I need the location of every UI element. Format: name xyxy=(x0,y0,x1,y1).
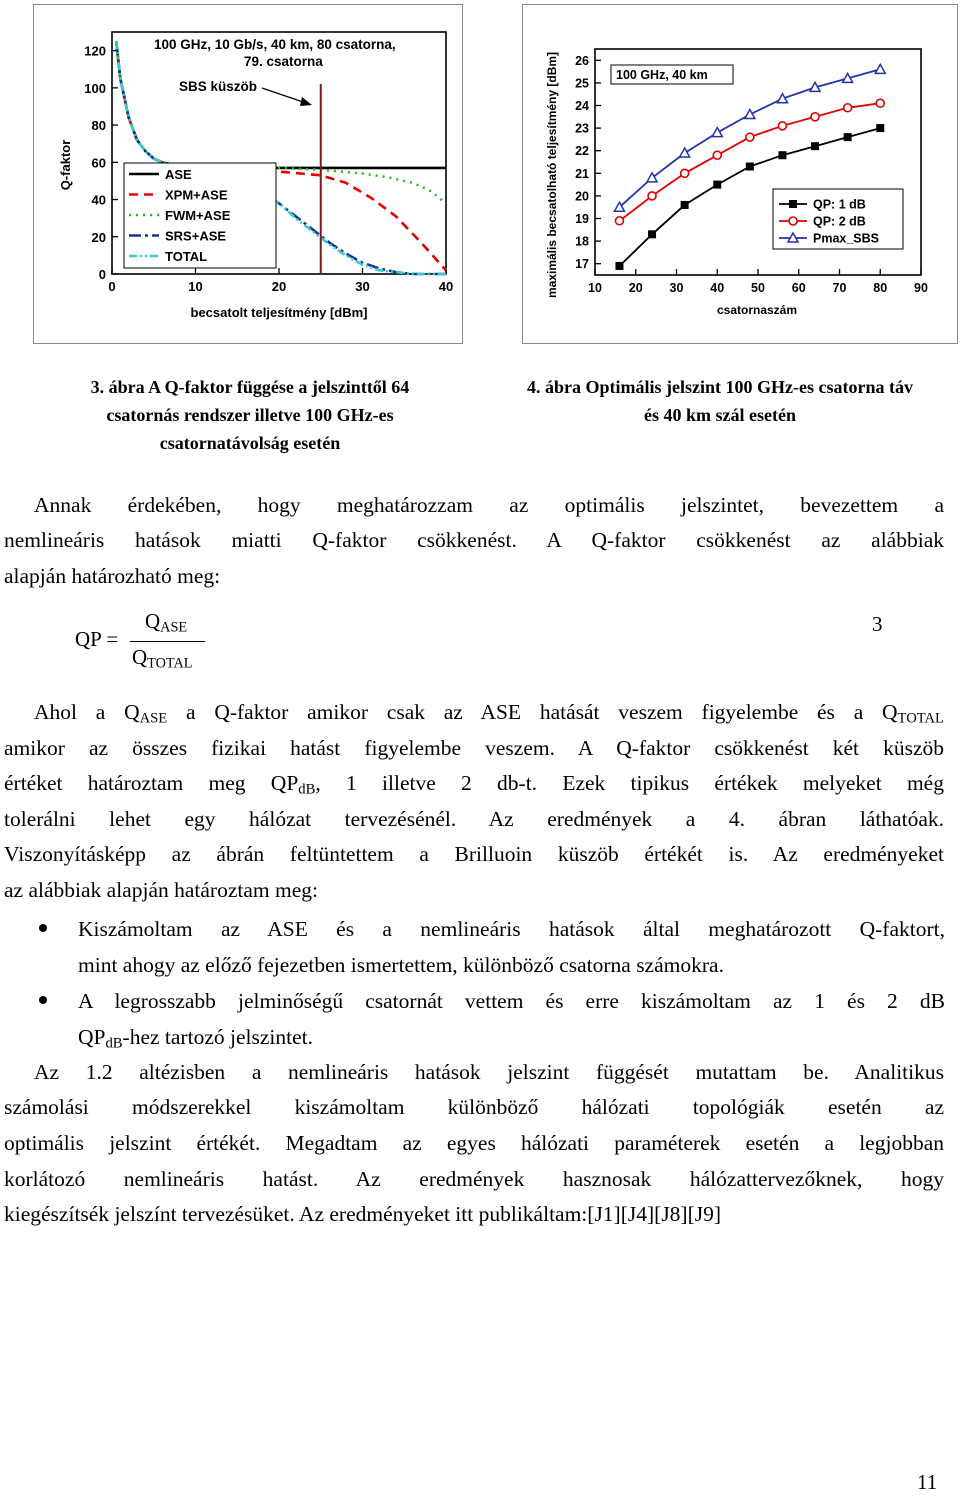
f3-x-tick-label: 0 xyxy=(108,279,116,294)
f4-y-tick-label: 24 xyxy=(575,99,589,113)
f4-legend-marker xyxy=(790,201,797,208)
f3-sbs-arrowhead xyxy=(300,97,312,106)
f3-y-tick-label: 80 xyxy=(91,118,106,134)
f3-y-tick-label: 120 xyxy=(84,43,106,59)
text-line: kiegészítsék jelszínt tervezésüket. Az eredményeket itt publikáltam:[J1][J4][J8][J9] xyxy=(4,1202,722,1226)
f4-point-qp-1-db xyxy=(812,143,819,150)
text-line: értéket határoztam meg $QP_{dB}$, 1 illetve 2 db-t. Ezek tipikus értékek melyeket még xyxy=(4,771,944,798)
f4-xlabel: csatornaszám xyxy=(716,303,798,317)
page-number: 11 xyxy=(917,1470,938,1494)
text-line: alapján határozható meg: xyxy=(4,564,221,588)
figure-3-caption xyxy=(40,373,460,457)
f3-y-tick-label: 20 xyxy=(91,229,106,245)
f4-x-tick-label: 50 xyxy=(751,281,765,295)
bullet-icon xyxy=(39,924,47,932)
f4-y-tick-label: 21 xyxy=(575,166,589,181)
text-line: Ahol a $Q_{ASE}$ a Q-faktor amikor csak az ASE hatását veszem figyelembe és a $Q_{TOTAL}$ xyxy=(34,700,944,727)
f4-point-qp-2-db xyxy=(746,133,754,141)
text-line: számolási módszerekkel kiszámoltam különböző hálózati topológiák esetén az xyxy=(4,1095,944,1119)
f3-y-tick-label: 60 xyxy=(91,155,106,171)
f3-sbs-arrow xyxy=(262,88,306,103)
text-line: Annak érdekében, hogy meghatározzam az optimális jelszintet, bevezettem a xyxy=(34,493,944,517)
f4-legend-label: QP: 2 dB xyxy=(813,214,866,229)
f4-x-tick-label: 20 xyxy=(628,281,643,295)
f4-point-pmax-sbs xyxy=(745,110,755,119)
f4-point-qp-1-db xyxy=(746,163,753,170)
f4-legend-label: QP: 1 dB xyxy=(813,197,866,212)
f4-point-qp-1-db xyxy=(779,152,786,159)
text-line: amikor az összes fizikai hatást figyelembe veszem. A Q-faktor csökkenést két küszöb xyxy=(4,736,944,760)
f3-annotation: SBS küszöb xyxy=(179,79,258,94)
text-line: Viszonyításképp az ábrán feltüntettem a Brilluoin küszöb értékét is. Az eredményeket xyxy=(4,842,944,866)
f4-x-tick-label: 40 xyxy=(710,281,725,295)
text-line: tolerálni lehet egy hálózat tervezésénél. Az eredmények a 4. ábran láthatóak. xyxy=(4,807,944,831)
f4-point-qp-1-db xyxy=(681,201,688,208)
figure-4-caption-line: 4. ábra Optimális jelszint 100 GHz-es csatorna táv xyxy=(527,377,913,397)
f4-point-qp-1-db xyxy=(649,231,656,238)
text-line: Az 1.2 altézisben a nemlineáris hatások jelszint függését mutattam be. Analitikus xyxy=(34,1060,944,1084)
f3-xlabel: becsatolt teljesítmény [dBm] xyxy=(190,305,368,320)
f4-y-tick-label: 23 xyxy=(575,121,589,136)
text-line: $QP_{dB}$-hez tartozó jelszintet. xyxy=(78,1025,313,1052)
f4-title: 100 GHz, 40 km xyxy=(616,68,708,82)
f4-y-tick-label: 26 xyxy=(575,53,589,68)
figure-4-caption xyxy=(490,373,950,429)
f4-legend-label: Pmax_SBS xyxy=(813,231,880,246)
f3-title-line2: 79. csatorna xyxy=(244,54,323,69)
text-line: az alábbiak alapján határoztam meg: xyxy=(4,878,318,902)
figure-3-caption-line: csatornatávolság esetén xyxy=(159,433,341,453)
text-line: korlátozó nemlineáris hatást. Az eredmények hasznosak hálózattervezőknek, hogy xyxy=(4,1167,944,1191)
f4-ylabel: maximális becsatolható teljesítmény [dBm] xyxy=(545,51,559,299)
f4-point-qp-1-db xyxy=(877,125,884,132)
f4-x-tick-label: 30 xyxy=(669,281,684,295)
figure-3-chart xyxy=(34,5,462,343)
f3-legend xyxy=(124,163,276,268)
f3-y-tick-label: 100 xyxy=(84,80,106,96)
f4-point-qp-2-db xyxy=(713,151,721,159)
f3-y-tick-label: 40 xyxy=(91,192,106,208)
f4-y-tick-label: 20 xyxy=(575,189,589,204)
f3-y-tick-label: 0 xyxy=(98,267,106,282)
f3-legend-label: TOTAL xyxy=(165,249,208,264)
f4-point-pmax-sbs xyxy=(875,64,885,73)
f4-point-pmax-sbs xyxy=(712,128,722,137)
f4-x-tick-label: 90 xyxy=(914,281,928,295)
f3-legend-label: FWM+ASE xyxy=(165,208,231,223)
f4-point-qp-2-db xyxy=(681,169,689,177)
f3-title-line1: 100 GHz, 10 Gb/s, 40 km, 80 csatorna, xyxy=(154,37,396,52)
f3-x-tick-label: 20 xyxy=(271,279,287,294)
f4-point-qp-1-db xyxy=(616,262,623,269)
f4-y-tick-label: 19 xyxy=(575,212,589,226)
f3-legend-label: XPM+ASE xyxy=(165,187,228,203)
f3-x-tick-label: 40 xyxy=(438,279,454,294)
f4-x-tick-label: 70 xyxy=(832,281,847,295)
f4-legend xyxy=(773,189,903,249)
text-line: Kiszámoltam az ASE és a nemlineáris hatások által meghatározott Q-faktort, xyxy=(78,917,945,941)
f4-point-qp-1-db xyxy=(844,134,851,141)
eq-numerator: $Q_{ASE}$ xyxy=(145,609,188,636)
figure-3 xyxy=(33,4,463,344)
eq-lhs: QP = xyxy=(75,627,119,651)
f4-x-tick-label: 80 xyxy=(873,281,888,295)
f4-x-tick-label: 60 xyxy=(791,281,806,295)
f4-y-tick-label: 22 xyxy=(575,144,589,159)
figure-4-caption-line: és 40 km szál esetén xyxy=(644,405,796,425)
f3-x-tick-label: 10 xyxy=(188,279,203,294)
f3-legend-label: ASE xyxy=(165,167,192,182)
f4-x-tick-label: 10 xyxy=(588,281,602,295)
f4-y-tick-label: 25 xyxy=(575,76,589,91)
f4-point-qp-1-db xyxy=(714,181,721,188)
f3-ylabel: Q-faktor xyxy=(58,139,73,191)
bullet-icon xyxy=(39,996,47,1004)
f4-legend-marker xyxy=(789,217,797,225)
f4-point-pmax-sbs xyxy=(680,148,690,157)
text-line: nemlineáris hatások miatti Q-faktor csökkenést. A Q-faktor csökkenést az alábbiak xyxy=(4,528,944,552)
figure-3-caption-line: csatornás rendszer illetve 100 GHz-es xyxy=(106,405,394,425)
text-line: A legrosszabb jelminőségű csatornát vettem és erre kiszámoltam az 1 és 2 dB xyxy=(78,989,945,1013)
f4-point-qp-2-db xyxy=(844,104,852,112)
f3-legend-label: SRS+ASE xyxy=(165,228,227,244)
eq-fraction-bar xyxy=(130,641,205,642)
f4-y-tick-label: 17 xyxy=(575,257,589,272)
f4-point-qp-2-db xyxy=(876,99,884,107)
figure-3-caption-line: 3. ábra A Q-faktor függése a jelszinttől 64 xyxy=(90,377,410,397)
f4-point-qp-2-db xyxy=(648,192,656,200)
equation-number: 3 xyxy=(872,612,883,636)
f4-point-qp-2-db xyxy=(778,122,786,130)
f4-y-tick-label: 18 xyxy=(575,234,589,249)
equation-qp xyxy=(75,607,235,679)
f3-x-tick-label: 30 xyxy=(355,279,370,294)
text-line: mint ahogy az előző fejezetben ismertettem, különböző csatorna számokra. xyxy=(78,953,724,977)
f4-point-qp-2-db xyxy=(615,217,623,225)
f4-point-qp-2-db xyxy=(811,113,819,121)
figure-4 xyxy=(522,4,958,344)
figure-4-chart xyxy=(523,5,957,343)
eq-denominator: $Q_{TOTAL}$ xyxy=(132,645,193,672)
text-line: optimális jelszint értékét. Megadtam az egyes hálózati paraméterek esetén a legjobban xyxy=(4,1131,944,1155)
